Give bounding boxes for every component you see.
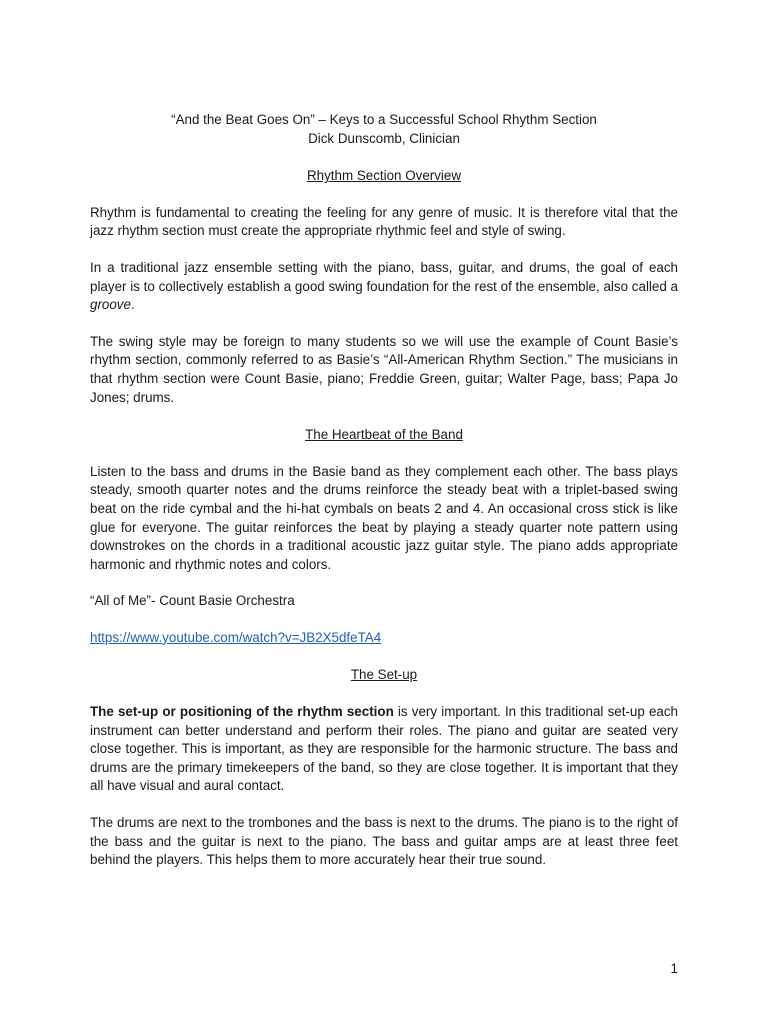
groove-term: groove — [90, 297, 131, 313]
paragraph-overview-1: Rhythm is fundamental to creating the feeling for any genre of music. It is therefore vital that the jazz rhythm section must create the appropriate rhythmic feel and style of swing. — [90, 204, 678, 239]
document-author: Dick Dunscomb, Clinician — [308, 130, 460, 146]
setup-paragraph-rest: is very important. In this traditional set-up each instrument can better understand and perform their roles. The piano and guitar are seated very close together. This is important, as they are responsible for the harmonic structure. The bass and drums are the primary timekeepers of the band, so they are close together. It is important that they all have visual and aural contact. — [90, 704, 678, 794]
heading-heartbeat-of-the-band: The Heartbeat of the Band — [305, 427, 463, 443]
page-number: 1 — [670, 961, 678, 976]
heading-the-set-up: The Set-up — [350, 667, 418, 683]
paragraph-overview-3: The swing style may be foreign to many students so we will use the example of Count Basie’s rhythm section, commonly referred to as Basie’s “All-American Rhythm Section.” The musicians in that rhythm section were Count Basie, piano; Freddie Green, guitar; Walter Page, bass; Papa Jo Jones; drums. — [90, 333, 678, 405]
paragraph-setup-1 — [90, 703, 678, 796]
document-title: “And the Beat Goes On” – Keys to a Successful School Rhythm Section — [171, 112, 597, 127]
paragraph-overview-2-end: . — [130, 297, 135, 313]
song-reference: “All of Me”- Count Basie Orchestra — [90, 593, 295, 609]
paragraph-setup-2: The drums are next to the trombones and the bass is next to the drums. The piano is to the right of the bass and the guitar is next to the piano. The bass and guitar amps are at least three feet behind the players. This helps them to more accurately hear their true sound. — [90, 815, 678, 868]
youtube-link[interactable]: https://www.youtube.com/watch?v=JB2X5dfeTA4 — [90, 629, 382, 645]
paragraph-heartbeat-1: Listen to the bass and drums in the Basie band as they complement each other. The bass plays steady, smooth quarter notes and the drums reinforce the steady beat with a triplet-based swing beat on the ride cymbal and the hi-hat cymbals on beats 2 and 4. An occasional cross stick is like glue for everyone. The guitar reinforces the beat by playing a steady quarter note pattern using downstrokes on the chords in a traditional acoustic jazz guitar style. The piano adds appropriate harmonic and rhythmic notes and colors. — [90, 463, 678, 572]
paragraph-overview-2-text: In a traditional jazz ensemble setting with the piano, bass, guitar, and drums, the goal of each player is to collectively establish a good swing foundation for the rest of the ensemble, also called a — [90, 259, 678, 294]
setup-bold-lead: The set-up or positioning of the rhythm section — [90, 704, 394, 720]
paragraph-overview-2 — [90, 259, 678, 315]
heading-rhythm-section-overview: Rhythm Section Overview — [306, 168, 462, 184]
link-paragraph — [90, 629, 678, 648]
